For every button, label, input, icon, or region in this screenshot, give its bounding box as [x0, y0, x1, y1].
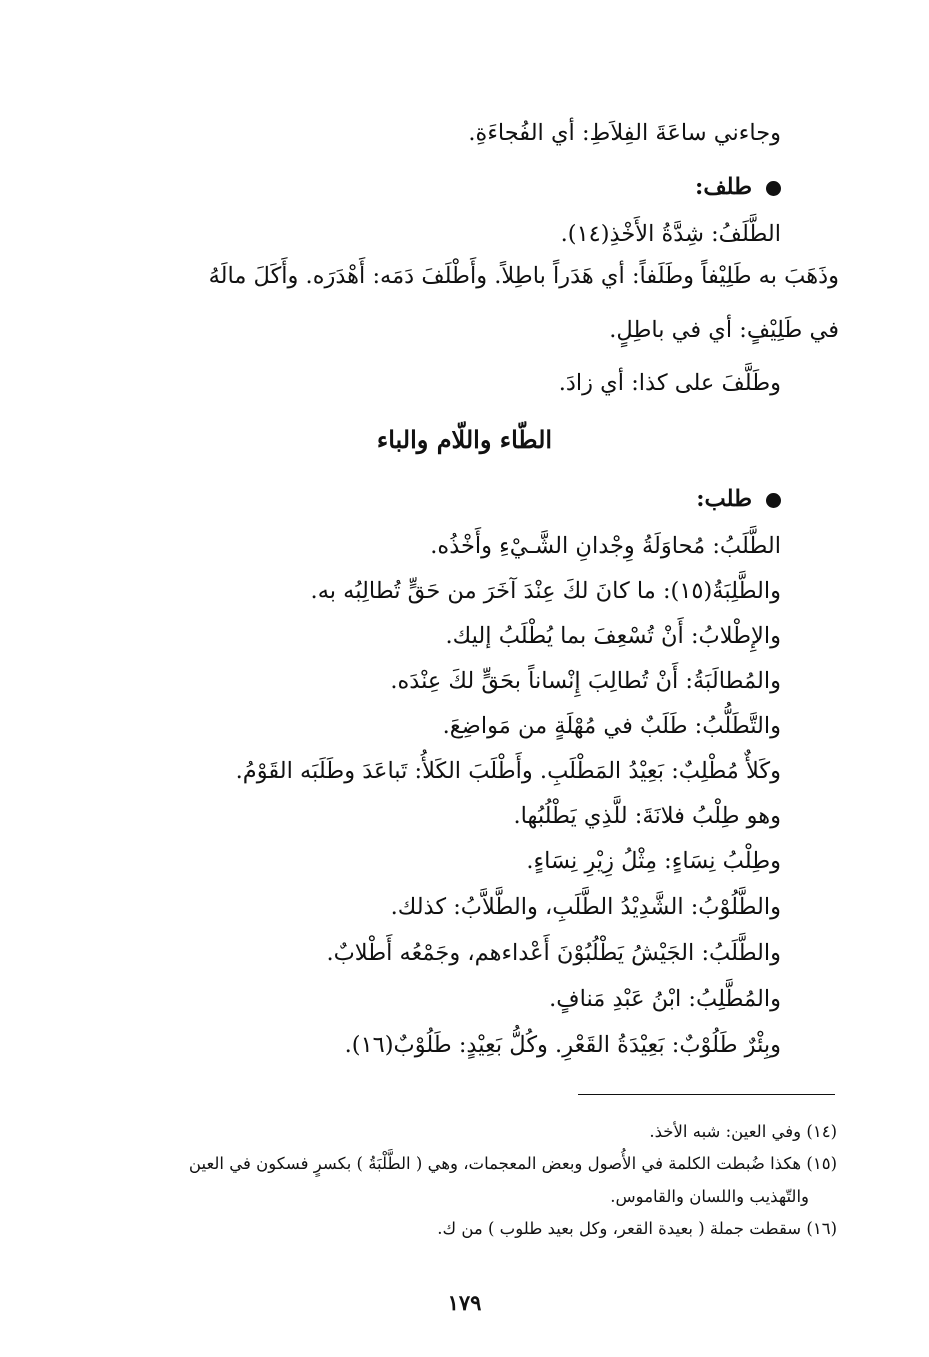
- entry-heading-text: طلف:: [695, 174, 752, 200]
- text-line: وذَهَبَ به طَلِيْفاً وطَلَفاً: أي هَدَراً باطِلاً. وأَطْلَفَ دَمَه: أَهْدَرَه. وأَكَلَ مالَهُ: [208, 263, 839, 289]
- text-line: وكَلأٌ مُطْلِبٌ: بَعِيْدُ المَطْلَبِ. وأَطْلَبَ الكَلأُ: تَباعَدَ وطَلَبَه القَوْمُ.: [235, 758, 781, 784]
- text-line: والتَّطَلُّبُ: طَلَبٌ في مُهْلَةٍ من مَواضِعَ.: [442, 713, 781, 739]
- text-line: والطَّلِبَةُ(١٥): ما كانَ لكَ عِنْدَ آخَرَ من حَقٍّ تُطالِبُه به.: [310, 578, 781, 604]
- footnote: (١٤) وفي العين: شبه الأخذ.: [649, 1122, 837, 1141]
- text-line: الطَّلَبُ: مُحاوَلَةُ وِجْدانِ الشَّـيْءِ وأَخْذُه.: [430, 533, 781, 559]
- text-line: والإِطْلابُ: أَنْ تُسْعِفَ بما يُطْلَبُ إليك.: [445, 623, 781, 649]
- section-title: الطّاء واللّام والباء: [376, 425, 553, 454]
- entry-heading-talab: [696, 484, 781, 514]
- bullet-icon: [766, 181, 781, 196]
- text-line: وطِلْبُ نِسَاءٍ: مِثْلُ زِيْرِ نِسَاءٍ.: [526, 848, 781, 874]
- text-line: وهو طِلْبُ فلانَةَ: للَّذِي يَطْلُبُها.: [513, 803, 781, 829]
- entry-heading-text: طلب:: [696, 486, 752, 512]
- text-line: والمُطالَبَةُ: أَنْ تُطالِبَ إِنْساناً بحَقٍّ لكَ عِنْدَه.: [390, 668, 781, 694]
- text-line: في طَلِيْفٍ: أي في باطِلٍ.: [609, 317, 839, 343]
- text-line: وجاءني ساعَةَ الفِلاَطِ: أي الفُجاءَةِ.: [468, 120, 781, 146]
- text-line: وطَلَّفَ على كذا: أي زادَ.: [558, 370, 781, 396]
- text-line: والطَّلُوْبُ: الشَّدِيْدُ الطَّلَبِ، والطَّلاَّبُ: كذلك.: [390, 894, 781, 920]
- text-line: والطَّلَبُ: الجَيْشُ يَطْلُبُوْنَ أَعْداءهم، وجَمْعُه أَطْلابٌ.: [326, 940, 781, 966]
- entry-heading-talaf: [695, 172, 781, 202]
- footnote-divider: [578, 1094, 835, 1095]
- footnote: (١٥) هكذا ضُبطت الكلمة في الأُصول وبعض المعجمات، وهي ( الطَّلْبَةُ ) بكسرٍ فسكون في العين: [188, 1154, 837, 1173]
- footnote: (١٦) سقطت جملة ( بعيدة القعر، وكل بعيد طلوب ) من ك.: [437, 1219, 837, 1238]
- text-line: الطَّلَفُ: شِدَّةُ الأَخْذِ(١٤).: [560, 221, 781, 247]
- page-number: ١٧٩: [447, 1290, 482, 1315]
- footnote: والتّهذيب واللسان والقاموس.: [610, 1187, 809, 1206]
- bullet-icon: [766, 493, 781, 508]
- text-line: والمُطَّلِبُ: ابْنُ عَبْدِ مَنافٍ.: [549, 986, 781, 1012]
- text-line: وبِئْرٌ طَلُوْبٌ: بَعِيْدَةُ القَعْرِ. وكُلُّ بَعِيْدٍ: طَلُوْبٌ(١٦).: [344, 1032, 781, 1058]
